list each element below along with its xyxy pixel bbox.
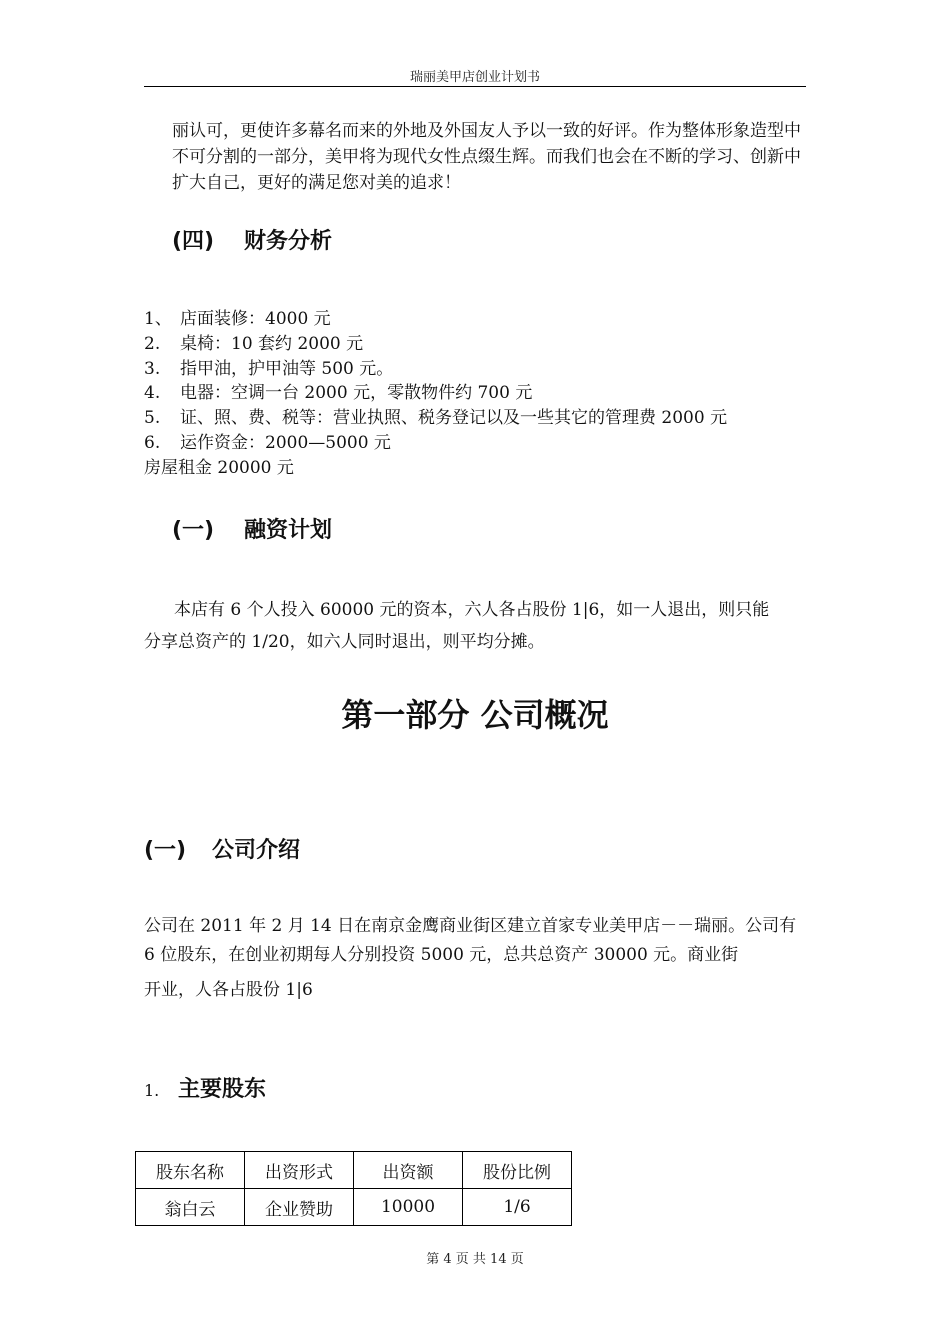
financing-heading-number: (一) [172, 518, 215, 543]
table-header-cell: 出资额 [354, 1152, 463, 1189]
list-item: 2. 桌椅：10 套约 2000 元 [144, 333, 364, 354]
company-intro-heading-title: 公司介绍 [212, 838, 301, 863]
table-header-cell: 股份比例 [463, 1152, 572, 1189]
table-cell: 10000 [354, 1189, 463, 1226]
header-divider [144, 86, 806, 87]
shareholders-table [135, 1151, 572, 1226]
company-intro-paragraph: 公司在 2011 年 2 月 14 日在南京金鹰商业街区建立首家专业美甲店－－瑞丽。公司有 6 位股东，在创业初期每人分别投资 5000 元，总共总资产 30000 元。商业街 开业，人各占股份 1|6 [144, 916, 797, 1000]
financing-heading [172, 513, 332, 544]
intro-paragraph: 丽认可，更使许多幕名而来的外地及外国友人予以一致的好评。作为整体形象造型中不可分割的一部分，美甲将为现代女性点缀生辉。而我们也会在不断的学习、创新中扩大自己，更好的满足您对美的追求！ [172, 121, 801, 193]
table-header-cell: 股东名称 [136, 1152, 245, 1189]
company-intro-heading [144, 833, 300, 864]
table-cell: 翁白云 [136, 1189, 245, 1226]
financing-heading-title: 融资计划 [244, 518, 333, 543]
part-title: 第一部分 公司概况 [341, 696, 609, 734]
page-footer: 第 4 页 共 14 页 [426, 1252, 524, 1267]
financing-paragraph: 本店有 6 个人投入 60000 元的资本，六人各占股份 1|6，如一人退出，则只能 分享总资产的 1/20，如六人同时退出，则平均分摊。 [144, 600, 770, 652]
list-item: 1、 店面装修：4000 元 [144, 309, 331, 329]
rent-line: 房屋租金 20000 元 [144, 457, 294, 478]
finance-heading [172, 224, 332, 255]
table-row [136, 1189, 572, 1226]
shareholders-heading-number: 1. [144, 1081, 160, 1100]
shareholders-heading [144, 1072, 266, 1103]
finance-heading-number: (四) [172, 229, 215, 254]
table-header-cell: 出资形式 [245, 1152, 354, 1189]
list-item: 5. 证、照、费、税等：营业执照、税务登记以及一些其它的管理费 2000 元 [144, 408, 728, 429]
list-item: 6. 运作资金：2000—5000 元 [144, 432, 391, 453]
table-header-row [136, 1152, 572, 1189]
table-cell: 1/6 [463, 1189, 572, 1226]
page-header: 瑞丽美甲店创业计划书 [409, 70, 540, 85]
finance-list [144, 307, 727, 481]
company-intro-heading-number: (一) [144, 838, 187, 863]
list-item: 4. 电器：空调一台 2000 元，零散物件约 700 元 [144, 383, 533, 404]
list-item: 3. 指甲油，护甲油等 500 元。 [144, 358, 394, 379]
table-cell: 企业赞助 [245, 1189, 354, 1226]
finance-heading-title: 财务分析 [244, 229, 333, 254]
shareholders-heading-title: 主要股东 [178, 1077, 267, 1102]
